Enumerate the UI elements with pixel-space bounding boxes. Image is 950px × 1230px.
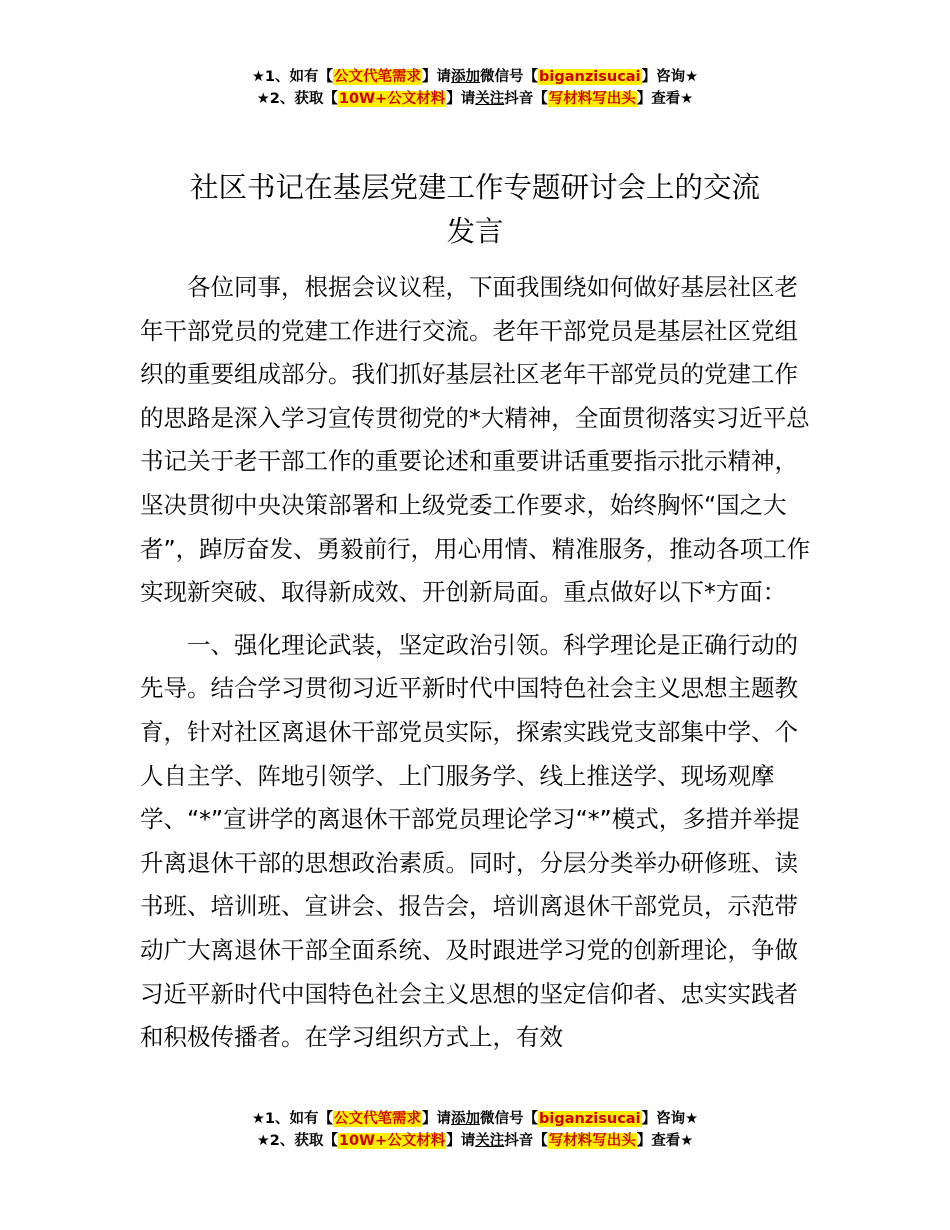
banner-text-underlined: 关注 xyxy=(475,91,505,107)
paragraph-1-text: 各位同事，根据会议议程，下面我围绕如何做好基层社区老年干部党员的党建工作进行交流。老年干部党员是基层社区党组织的重要组成部分。我们抓好基层社区老年干部党员的党建工作的思路是深入学习宣传贯彻党的*大精神，全面贯彻落实习近平总书记关于老干部工作的重要论述和重要讲话重要指示批示精神，坚决贯彻中央决策部署和上级党委工作要求，始终胸怀“国之大者”，踔厉奋发、勇毅前行，用心用情、精准服务，推动各项工作实现新突破、取得新成效、开创新局面。重点做好以下*方面： xyxy=(140,273,811,607)
banner-text: 】请 xyxy=(446,91,476,107)
banner-line-2 xyxy=(0,1130,950,1152)
banner-line-1 xyxy=(0,66,950,88)
highlight-douyin-account: 写材料写出头 xyxy=(548,91,636,107)
banner-text: ★1、如有【 xyxy=(251,69,334,85)
banner-text: ★1、如有【 xyxy=(251,1111,334,1127)
title-line-1: 社区书记在基层党建工作专题研讨会上的交流 xyxy=(189,171,760,204)
highlight-writing-service: 公文代笔需求 xyxy=(334,69,422,85)
banner-text: 微信号【 xyxy=(480,1111,539,1127)
bottom-banner xyxy=(0,1108,950,1152)
banner-text: 】请 xyxy=(422,1111,452,1127)
highlight-materials: 10W+公文材料 xyxy=(338,91,446,107)
paragraph-2 xyxy=(140,624,815,1060)
highlight-writing-service: 公文代笔需求 xyxy=(334,1111,422,1127)
banner-text: 】咨询★ xyxy=(641,69,699,85)
banner-text: 】查看★ xyxy=(636,1133,694,1149)
banner-text: ★2、获取【 xyxy=(256,91,338,107)
banner-text: 】咨询★ xyxy=(641,1111,699,1127)
banner-line-1 xyxy=(0,1108,950,1130)
highlight-douyin-account: 写材料写出头 xyxy=(548,1133,636,1149)
banner-text: 】请 xyxy=(446,1133,476,1149)
banner-text-underlined: 关注 xyxy=(475,1133,505,1149)
banner-text: 】查看★ xyxy=(636,91,694,107)
document-body xyxy=(140,266,815,1060)
title-line-2: 发言 xyxy=(446,215,504,248)
highlight-wechat-id: biganzisucai xyxy=(539,69,641,85)
highlight-wechat-id: biganzisucai xyxy=(539,1111,641,1127)
top-banner xyxy=(0,66,950,110)
banner-text-underlined: 添加 xyxy=(451,69,481,85)
banner-text: 微信号【 xyxy=(480,69,539,85)
paragraph-2-text: 一、强化理论武装，坚定政治引领。科学理论是正确行动的先导。结合学习贯彻习近平新时代中国特色社会主义思想主题教育，针对社区离退休干部党员实际，探索实践党支部集中学、个人自主学、阵地引领学、上门服务学、线上推送学、现场观摩学、“*”宣讲学的离退休干部党员理论学习“*”模式，多措并举提升离退休干部的思想政治素质。同时，分层分类举办研修班、读书班、培训班、宣讲会、报告会，培训离退休干部党员，示范带动广大离退休干部全面系统、及时跟进学习党的创新理论，争做习近平新时代中国特色社会主义思想的坚定信仰者、忠实实践者和积极传播者。在学习组织方式上，有效 xyxy=(140,630,800,1052)
highlight-materials: 10W+公文材料 xyxy=(338,1133,446,1149)
paragraph-1 xyxy=(140,266,815,615)
page-title xyxy=(140,166,810,254)
banner-text: ★2、获取【 xyxy=(256,1133,338,1149)
banner-line-2 xyxy=(0,88,950,110)
banner-text: 】请 xyxy=(422,69,452,85)
banner-text: 抖音【 xyxy=(504,91,548,107)
banner-text-underlined: 添加 xyxy=(451,1111,481,1127)
banner-text: 抖音【 xyxy=(504,1133,548,1149)
